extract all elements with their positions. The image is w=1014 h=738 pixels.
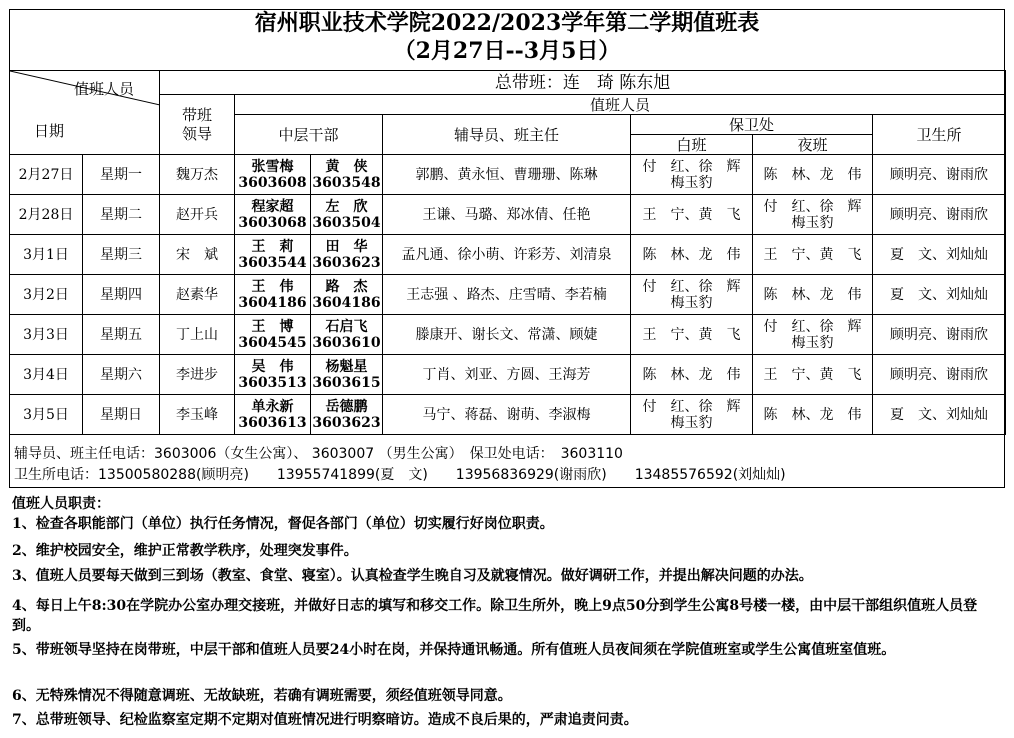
weekday-cell: 星期日 (83, 395, 160, 435)
table-row (10, 155, 1006, 195)
middle-cadre-2-line2: 3603623 (312, 414, 381, 431)
date-cell: 3月3日 (10, 315, 83, 355)
middle-cadre-1-line1: 王 莉 (251, 238, 294, 255)
middle-cadre-1-line2: 3604186 (238, 294, 307, 311)
middle-cadre-2 (311, 315, 383, 355)
day-shift-header: 白班 (631, 135, 753, 155)
day-shift-cell-line1: 付 红、徐 辉 (642, 398, 741, 415)
day-shift-cell-line2: 梅玉豹 (670, 414, 713, 431)
duty-item: 5、带班领导坚持在岗带班，中层干部和值班人员要24小时在岗，并保持通讯畅通。所有值班人员夜间须在学院值班室或学生公寓值班室值班。 (12, 642, 896, 658)
clinic-phones: 卫生所电话：13500580288(顾明亮) 13955741899(夏 文) 13956836929(谢雨欣) 13485576592(刘灿灿) (14, 467, 786, 483)
day-shift-cell-line2: 梅玉豹 (670, 294, 713, 311)
middle-cadre-1-line2: 3603544 (238, 254, 307, 271)
middle-cadre-1-line2: 3604545 (238, 334, 307, 351)
counselor-cell: 马宁、蒋磊、谢萌、李淑梅 (383, 395, 631, 435)
weekday-cell: 星期六 (83, 355, 160, 395)
day-shift-cell-line1: 王 宁、黄 飞 (642, 206, 741, 223)
duty-item: 2、维护校园安全，维护正常教学秩序，处理突发事件。 (12, 543, 358, 559)
date-cell: 3月5日 (10, 395, 83, 435)
day-shift-cell-line1: 付 红、徐 辉 (642, 158, 741, 175)
middle-cadre-1-line1: 王 博 (251, 318, 294, 335)
day-shift-cell (631, 195, 753, 235)
night-shift-cell (753, 275, 873, 315)
night-shift-cell-line1: 陈 林、龙 伟 (763, 166, 862, 183)
middle-cadre-2-line1: 黄 侠 (325, 158, 368, 175)
duty-schedule-table (9, 70, 1006, 435)
middle-cadre-2 (311, 355, 383, 395)
day-shift-cell (631, 155, 753, 195)
table-row (10, 195, 1006, 235)
counselor-cell: 滕康开、谢长文、常潇、顾婕 (383, 315, 631, 355)
leader-cell: 丁上山 (160, 315, 235, 355)
duty-item: 3、值班人员要每天做到三到场（教室、食堂、寝室）。认真检查学生晚自习及就寝情况。做好调研工作，并提出解决问题的办法。 (12, 568, 813, 584)
night-shift-cell-line2: 梅玉豹 (791, 214, 834, 231)
middle-cadre-2 (311, 235, 383, 275)
middle-cadre-1-line1: 单永新 (251, 398, 294, 415)
security-header: 保卫处 (631, 115, 873, 135)
weekday-cell: 星期五 (83, 315, 160, 355)
night-shift-cell-line1: 陈 林、龙 伟 (763, 286, 862, 303)
middle-cadre-1-line2: 3603068 (238, 214, 307, 231)
staff-header: 值班人员 (235, 95, 1006, 115)
clinic-cell: 顾明亮、谢雨欣 (873, 155, 1006, 195)
middle-cadre-1-line2: 3603513 (238, 374, 307, 391)
diagonal-header-cell (10, 71, 160, 155)
counselor-cell: 王谦、马璐、郑冰倩、任艳 (383, 195, 631, 235)
clinic-cell: 顾明亮、谢雨欣 (873, 195, 1006, 235)
middle-cadre-2-line2: 3603615 (312, 374, 381, 391)
middle-cadre-1 (235, 355, 311, 395)
middle-cadre-2 (311, 195, 383, 235)
diag-label-date: 日期 (34, 122, 65, 140)
duty-item: 6、无特殊情况不得随意调班、无故缺班，若确有调班需要，须经值班领导同意。 (12, 688, 512, 704)
middle-cadre-2 (311, 155, 383, 195)
night-shift-cell (753, 315, 873, 355)
middle-cadre-1-line1: 吴 伟 (251, 358, 294, 375)
day-shift-cell (631, 235, 753, 275)
duty-item: 7、总带班领导、纪检监察室定期不定期对值班情况进行明察暗访。造成不良后果的，严肃追责问责。 (12, 712, 638, 728)
date-cell: 3月4日 (10, 355, 83, 395)
leader-cell: 李玉峰 (160, 395, 235, 435)
middle-cadre-2-line2: 3603610 (312, 334, 381, 351)
diag-label-staff: 值班人员 (74, 80, 135, 98)
middle-cadre-2-line1: 石启飞 (325, 318, 368, 335)
day-shift-cell (631, 275, 753, 315)
weekday-cell: 星期三 (83, 235, 160, 275)
night-shift-header: 夜班 (753, 135, 873, 155)
middle-cadre-1 (235, 235, 311, 275)
duty-item: 1、检查各职能部门（单位）执行任务情况，督促各部门（单位）切实履行好岗位职责。 (12, 516, 554, 532)
middle-cadre-1-line1: 王 伟 (251, 278, 294, 295)
date-cell: 3月2日 (10, 275, 83, 315)
day-shift-cell (631, 395, 753, 435)
duties-title: 值班人员职责： (12, 496, 110, 512)
page-title: 宿州职业技术学院2022/2023学年第二学期值班表 (254, 10, 760, 36)
counselor-cell: 王志强 、路杰、庄雪晴、李若楠 (383, 275, 631, 315)
clinic-cell: 顾明亮、谢雨欣 (873, 355, 1006, 395)
night-shift-cell-line1: 付 红、徐 辉 (763, 318, 862, 335)
middle-cadre-1-line1: 张雪梅 (251, 158, 294, 175)
clinic-cell: 夏 文、刘灿灿 (873, 235, 1006, 275)
middle-cadre-1 (235, 315, 311, 355)
night-shift-cell (753, 395, 873, 435)
table-row (10, 395, 1006, 435)
leader-cell: 李进步 (160, 355, 235, 395)
leader-cell: 赵开兵 (160, 195, 235, 235)
middle-cadre-2 (311, 395, 383, 435)
night-shift-cell-line2: 梅玉豹 (791, 334, 834, 351)
counselor-cell: 郭鹏、黄永恒、曹珊珊、陈琳 (383, 155, 631, 195)
night-shift-cell-line1: 王 宁、黄 飞 (763, 366, 862, 383)
table-row (10, 275, 1006, 315)
day-shift-cell (631, 355, 753, 395)
middle-cadre-2-line1: 岳德鹏 (325, 398, 368, 415)
night-shift-cell-line1: 王 宁、黄 飞 (763, 246, 862, 263)
table-row (10, 235, 1006, 275)
middle-cadre-2-line2: 3603623 (312, 254, 381, 271)
middle-cadre-2-line1: 路 杰 (325, 278, 368, 295)
leader-header: 带班 领导 (160, 95, 235, 155)
night-shift-cell (753, 195, 873, 235)
middle-cadre-2-line2: 3603548 (312, 174, 381, 191)
night-shift-cell-line1: 付 红、徐 辉 (763, 198, 862, 215)
clinic-header: 卫生所 (873, 115, 1006, 155)
middle-cadre-2-line2: 3603504 (312, 214, 381, 231)
night-shift-cell-line1: 陈 林、龙 伟 (763, 406, 862, 423)
counselor-header: 辅导员、班主任 (383, 115, 631, 155)
day-shift-cell (631, 315, 753, 355)
middle-cadre-1 (235, 395, 311, 435)
night-shift-cell (753, 235, 873, 275)
middle-cadre-2-line1: 左 欣 (325, 198, 368, 215)
middle-cadre-1-line1: 程家超 (251, 198, 294, 215)
middle-cadre-1-line2: 3603613 (238, 414, 307, 431)
day-shift-cell-line1: 陈 林、龙 伟 (642, 366, 741, 383)
middle-cadre-2-line2: 3604186 (312, 294, 381, 311)
clinic-cell: 夏 文、刘灿灿 (873, 395, 1006, 435)
table-row (10, 355, 1006, 395)
middle-cadre-2-line1: 杨魁星 (325, 358, 368, 375)
weekday-cell: 星期四 (83, 275, 160, 315)
clinic-cell: 夏 文、刘灿灿 (873, 275, 1006, 315)
general-duty: 总带班：连 琦 陈东旭 (160, 71, 1006, 95)
middle-cadre-1 (235, 195, 311, 235)
date-cell: 2月27日 (10, 155, 83, 195)
weekday-cell: 星期二 (83, 195, 160, 235)
night-shift-cell (753, 355, 873, 395)
day-shift-cell-line1: 王 宁、黄 飞 (642, 326, 741, 343)
counselor-phones: 辅导员、班主任电话：3603006（女生公寓）、 3603007 （男生公寓） 保卫处电话： 3603110 (14, 446, 623, 462)
night-shift-cell (753, 155, 873, 195)
day-shift-cell-line2: 梅玉豹 (670, 174, 713, 191)
leader-cell: 赵素华 (160, 275, 235, 315)
duty-item: 4、每日上午8:30在学院办公室办理交接班，并做好日志的填写和移交工作。除卫生所外，晚上9点50分到学生公寓8号楼一楼，由中层干部组织值班人员登到。 (12, 598, 978, 634)
date-cell: 2月28日 (10, 195, 83, 235)
date-cell: 3月1日 (10, 235, 83, 275)
counselor-cell: 丁肖、刘亚、方圆、王海芳 (383, 355, 631, 395)
middle-cadre-2-line1: 田 华 (325, 238, 368, 255)
middle-cadre-1 (235, 155, 311, 195)
clinic-cell: 顾明亮、谢雨欣 (873, 315, 1006, 355)
weekday-cell: 星期一 (83, 155, 160, 195)
middle-cadre-header: 中层干部 (235, 115, 383, 155)
middle-cadre-1-line2: 3603608 (238, 174, 307, 191)
middle-cadre-2 (311, 275, 383, 315)
middle-cadre-1 (235, 275, 311, 315)
day-shift-cell-line1: 陈 林、龙 伟 (642, 246, 741, 263)
table-row (10, 315, 1006, 355)
date-range-subtitle: （2月27日--3月5日） (393, 38, 621, 64)
leader-cell: 宋 斌 (160, 235, 235, 275)
leader-cell: 魏万杰 (160, 155, 235, 195)
counselor-cell: 孟凡通、徐小萌、许彩芳、刘清泉 (383, 235, 631, 275)
day-shift-cell-line1: 付 红、徐 辉 (642, 278, 741, 295)
